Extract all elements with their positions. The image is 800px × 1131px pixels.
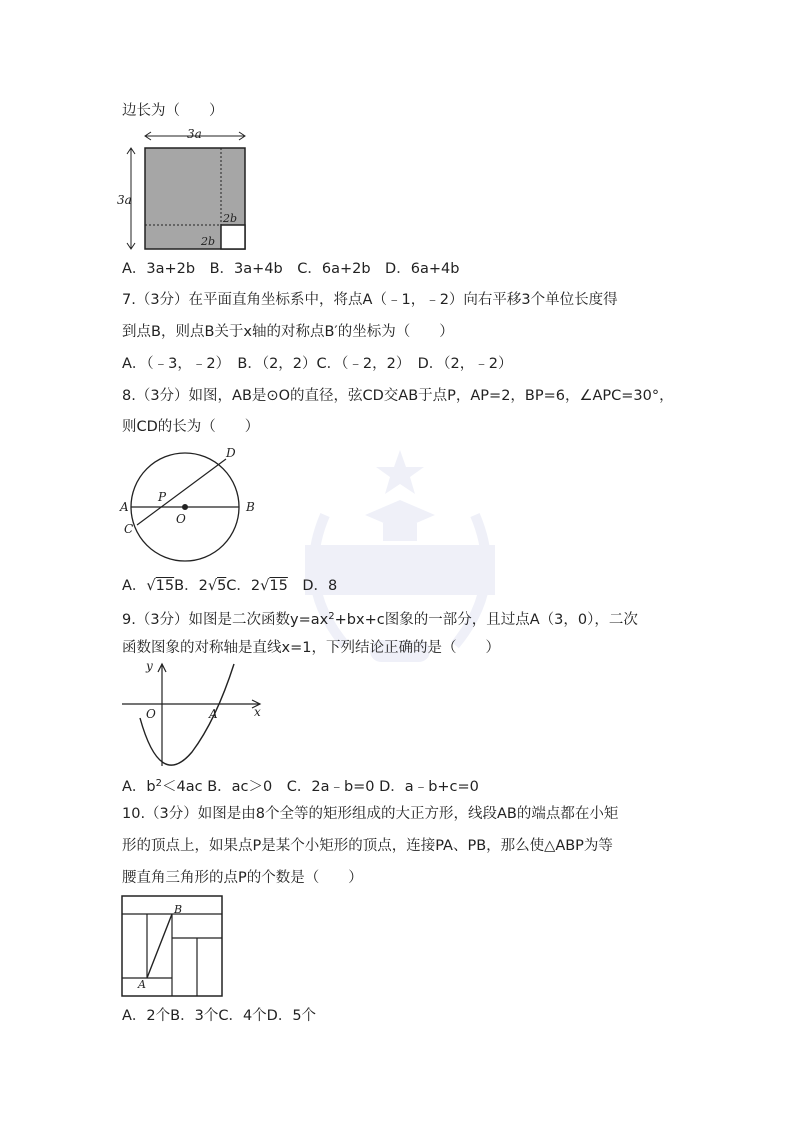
q10-stem-line3: 腰直角三角形的点P的个数是（ ） <box>122 870 363 886</box>
q9-label-A: A <box>209 707 218 721</box>
q6-square-figure <box>115 128 255 254</box>
q9-label-y: y <box>146 659 153 673</box>
q8-option-d: D．8 <box>287 578 338 594</box>
q9-parabola-figure <box>118 660 268 770</box>
q7-options: A．（﹣3，﹣2） B．（2，2）C．（﹣2，2） D．（2，﹣2） <box>122 356 513 372</box>
q10-label-A: A <box>138 978 146 991</box>
q10-options: A．2个B．3个C．4个D．5个 <box>122 1008 317 1024</box>
q8-label-D: D <box>226 446 236 460</box>
q9-stem-line2: 函数图象的对称轴是直线x=1，下列结论正确的是（ ） <box>122 640 500 656</box>
q8-label-A: A <box>120 500 129 514</box>
q8-option-c-radicand: 15 <box>269 578 288 594</box>
q8-option-b-prefix: B．2 <box>174 578 208 594</box>
q8-stem-line1: 8.（3分）如图，AB是⊙O的直径，弦CD交AB于点P，AP=2，BP=6，∠APC=30°， <box>122 388 674 404</box>
q8-stem-line2: 则CD的长为（ ） <box>122 419 260 435</box>
q8-option-c-prefix: C．2 <box>226 578 261 594</box>
q9-stem-part2: +bx+c图象的一部分，且过点A（3，0），二次 <box>334 612 638 628</box>
q6-label-inner-v: 2b <box>201 235 216 248</box>
q6-label-inner-h: 2b <box>223 212 238 225</box>
q9-options <box>122 774 479 797</box>
q9-stem-part1: 9.（3分）如图是二次函数y=ax <box>122 612 329 628</box>
q8-option-a-radicand: 15 <box>155 578 175 594</box>
q8-circle-figure <box>118 445 268 565</box>
q8-label-C: C <box>124 522 134 536</box>
q6-label-top: 3a <box>187 127 202 141</box>
q8-label-P: P <box>158 490 167 504</box>
q7-stem-line1: 7.（3分）在平面直角坐标系中，将点A（﹣1，﹣2）向右平移3个单位长度得 <box>122 292 618 308</box>
q9-stem-line1 <box>122 607 638 630</box>
q9-label-O: O <box>146 707 156 721</box>
q6-stem: 边长为（ ） <box>122 103 224 119</box>
q10-rectangles-figure <box>120 894 225 999</box>
q6-label-left: 3a <box>117 193 132 207</box>
q8-label-B: B <box>246 500 255 514</box>
q9-option-a: A．b <box>122 779 156 795</box>
q9-option-a-superscript: 2 <box>155 778 162 789</box>
q9-label-x: x <box>254 705 261 719</box>
q8-option-b-radicand: 5 <box>217 578 227 594</box>
q10-label-B: B <box>174 903 183 916</box>
q8-option-a-prefix: A． <box>122 578 147 594</box>
q10-stem-line1: 10.（3分）如图是由8个全等的矩形组成的大正方形，线段AB的端点都在小矩 <box>122 806 619 822</box>
q8-label-O: O <box>176 512 186 526</box>
q8-options: A．√15B．2√5C．2√15 D．8 <box>122 578 338 594</box>
q9-options-rest: ＜4ac B．ac＞0 C．2a﹣b=0 D．a﹣b+c=0 <box>162 779 479 795</box>
q9-stem-superscript: 2 <box>328 611 335 622</box>
q6-options: A．3a+2b B．3a+4b C．6a+2b D．6a+4b <box>122 261 460 277</box>
q10-stem-line2: 形的顶点上，如果点P是某个小矩形的顶点，连接PA、PB，那么使△ABP为等 <box>122 838 613 854</box>
q7-stem-line2: 到点B，则点B关于x轴的对称点B′的坐标为（ ） <box>122 324 454 340</box>
